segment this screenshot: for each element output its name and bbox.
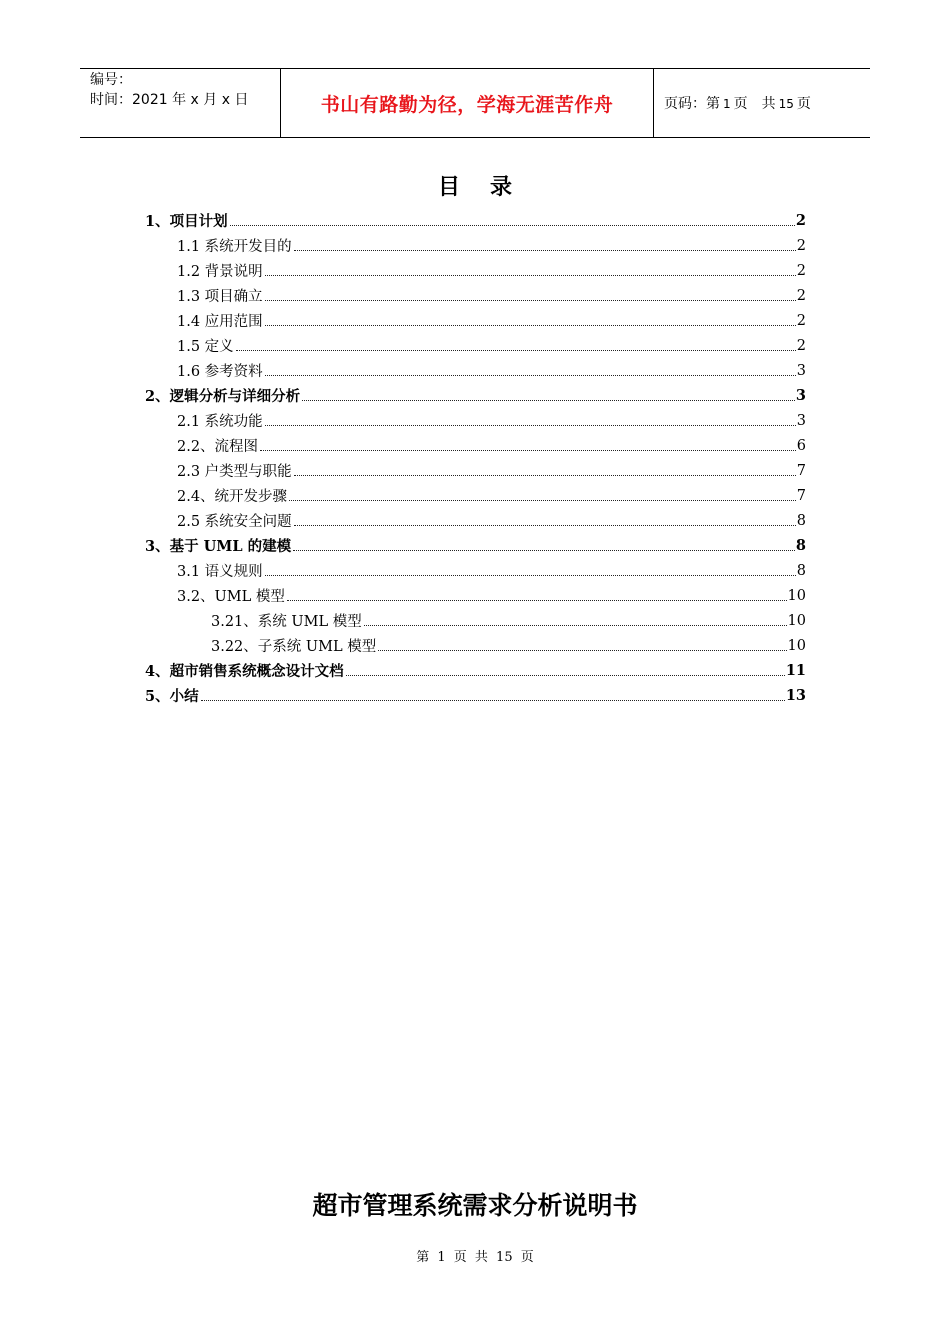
toc-leader [230, 225, 795, 226]
page-mid: 页 共 [733, 96, 776, 112]
toc-entry-label: 2、逻辑分析与详细分析 [145, 388, 301, 405]
toc-leader [265, 275, 796, 276]
toc-entry[interactable] [145, 483, 806, 508]
page-total: 15 [778, 97, 794, 111]
toc-entry-label: 3.21、系统 UML 模型 [211, 614, 362, 630]
toc-entry-label: 1.2 背景说明 [177, 264, 263, 280]
toc-entry-page: 10 [787, 587, 806, 604]
toc-entry-page: 8 [795, 537, 806, 554]
toc-entry-label: 1、项目计划 [145, 213, 228, 230]
toc-entry-page: 3 [796, 412, 806, 429]
toc-entry[interactable] [145, 283, 806, 308]
toc-entry-page: 13 [785, 687, 806, 704]
toc-leader [265, 375, 796, 376]
header-page-cell [654, 69, 870, 137]
toc-leader [294, 250, 796, 251]
table-of-contents [145, 208, 806, 708]
toc-entry[interactable] [145, 658, 806, 683]
toc-entry-page: 2 [796, 287, 806, 304]
toc-leader [378, 650, 786, 651]
toc-entry-page: 7 [796, 487, 806, 504]
toc-entry-page: 2 [796, 312, 806, 329]
toc-entry-page: 10 [787, 637, 806, 654]
toc-leader [302, 400, 795, 401]
toc-entry[interactable] [145, 358, 806, 383]
toc-leader [265, 325, 796, 326]
document-title: 超市管理系统需求分析说明书 [312, 1191, 638, 1220]
toc-entry-label: 2.2、流程图 [177, 439, 259, 455]
toc-entry-page: 8 [796, 562, 806, 579]
toc-leader [287, 600, 787, 601]
page-suffix: 页 [796, 96, 811, 112]
toc-entry-page: 6 [796, 437, 806, 454]
toc-entry-page: 3 [796, 362, 806, 379]
toc-entry[interactable] [145, 383, 806, 408]
document-header [80, 68, 870, 138]
toc-entry-page: 11 [785, 662, 806, 679]
toc-entry-label: 5、小结 [145, 688, 199, 705]
toc-entry-label: 2.4、统开发步骤 [177, 489, 288, 505]
toc-leader [260, 450, 796, 451]
toc-entry-label: 2.3 户类型与职能 [177, 464, 292, 480]
toc-entry-label: 1.6 参考资料 [177, 364, 263, 380]
toc-leader [201, 700, 785, 701]
toc-entry-label: 2.5 系统安全问题 [177, 514, 292, 530]
toc-leader [294, 525, 796, 526]
toc-entry-page: 3 [795, 387, 806, 404]
header-motto-cell [281, 69, 654, 137]
toc-entry-page: 2 [796, 262, 806, 279]
header-meta-cell [80, 69, 281, 137]
toc-entry-label: 1.4 应用范围 [177, 314, 263, 330]
toc-entry[interactable] [145, 333, 806, 358]
time-label: 时间：2021 年 x 月 x 日 [90, 92, 249, 108]
toc-entry[interactable] [145, 683, 806, 708]
toc-entry[interactable] [145, 608, 806, 633]
toc-leader [289, 500, 796, 501]
toc-entry[interactable] [145, 233, 806, 258]
page-prefix: 页码：第 [664, 96, 720, 112]
toc-entry[interactable] [145, 508, 806, 533]
toc-leader [265, 300, 796, 301]
motto-text: 书山有路勤为径，学海无涯苦作舟 [320, 93, 614, 116]
serial-label: 编号： [90, 72, 132, 88]
toc-leader [346, 675, 785, 676]
toc-entry[interactable] [145, 458, 806, 483]
page-info [654, 93, 811, 113]
toc-entry[interactable] [145, 633, 806, 658]
toc-entry-page: 10 [787, 612, 806, 629]
toc-entry[interactable] [145, 308, 806, 333]
toc-entry-label: 3.1 语义规则 [177, 564, 263, 580]
toc-entry[interactable] [145, 258, 806, 283]
toc-entry-label: 1.5 定义 [177, 339, 234, 355]
toc-entry[interactable] [145, 408, 806, 433]
toc-entry[interactable] [145, 208, 806, 233]
toc-entry-page: 2 [796, 337, 806, 354]
toc-entry[interactable] [145, 433, 806, 458]
toc-leader [294, 475, 796, 476]
toc-entry[interactable] [145, 583, 806, 608]
toc-entry-page: 2 [796, 237, 806, 254]
toc-entry-label: 2.1 系统功能 [177, 414, 263, 430]
toc-entry-label: 3.22、子系统 UML 模型 [211, 639, 377, 655]
toc-entry-page: 7 [796, 462, 806, 479]
page-footer: 第 1 页 共 15 页 [416, 1250, 534, 1265]
toc-leader [293, 550, 795, 551]
toc-entry-page: 8 [796, 512, 806, 529]
toc-leader [265, 425, 796, 426]
toc-leader [265, 575, 796, 576]
toc-title: 目录 [437, 175, 542, 200]
toc-leader [364, 625, 787, 626]
toc-leader [236, 350, 796, 351]
toc-entry-label: 4、超市销售系统概念设计文档 [145, 663, 344, 680]
toc-entry[interactable] [145, 533, 806, 558]
toc-entry-label: 3、基于 UML 的建模 [145, 538, 292, 555]
toc-entry-label: 3.2、UML 模型 [177, 589, 285, 605]
toc-entry[interactable] [145, 558, 806, 583]
toc-entry-label: 1.1 系统开发目的 [177, 239, 292, 255]
page-current: 1 [723, 97, 731, 111]
toc-entry-label: 1.3 项目确立 [177, 289, 263, 305]
toc-entry-page: 2 [795, 212, 806, 229]
